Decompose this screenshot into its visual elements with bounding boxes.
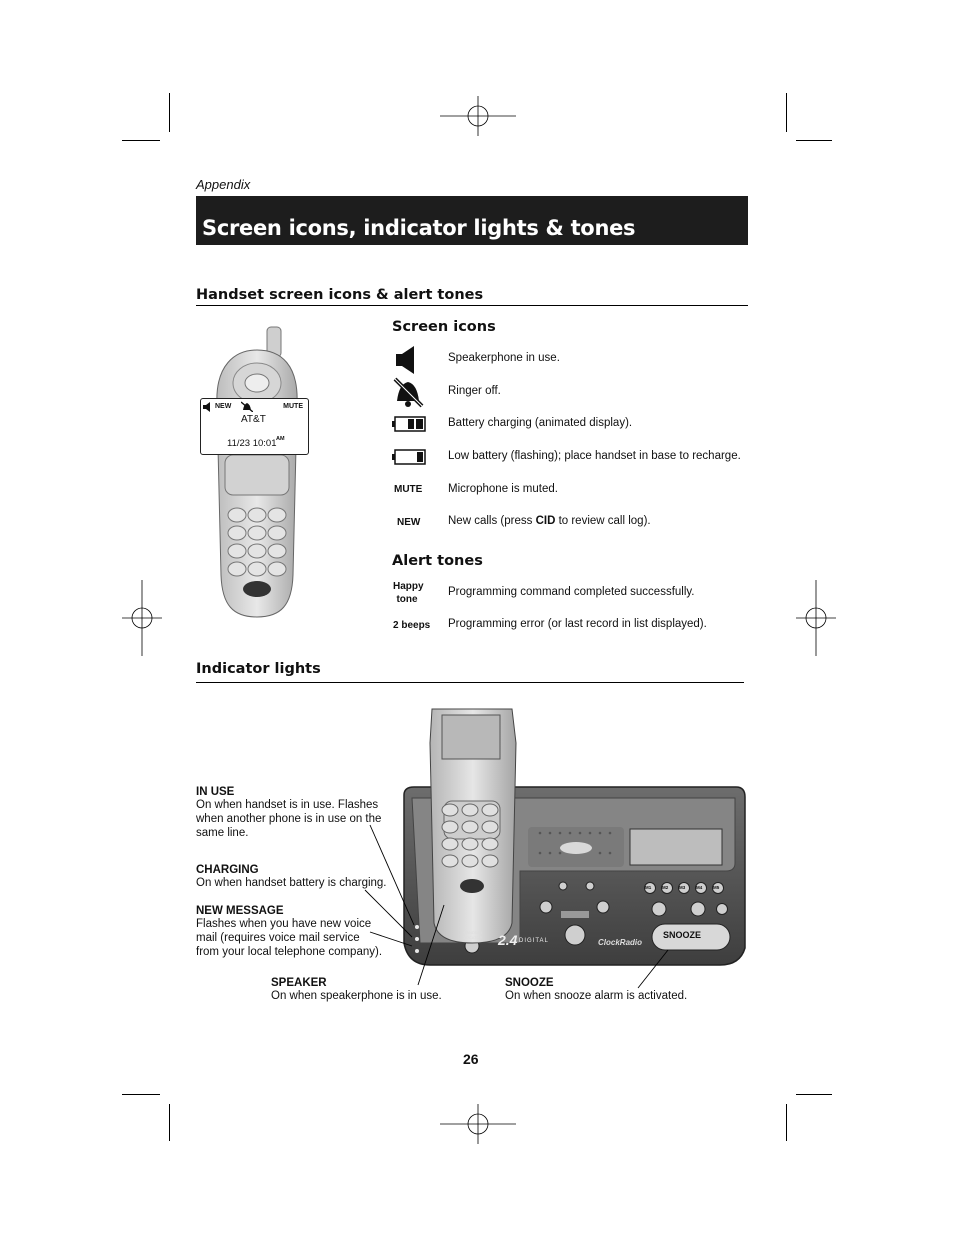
snooze-button: SNOOZE	[663, 930, 702, 940]
indicator-lights-heading: Indicator lights	[196, 661, 321, 677]
lcd-carrier: AT&T	[241, 414, 266, 425]
handset-section-heading: Handset screen icons & alert tones	[196, 287, 484, 303]
section-label: Appendix	[196, 177, 251, 192]
lcd-datetime: 11/23 10:01	[227, 438, 277, 449]
lcd-new: NEW	[215, 403, 232, 410]
icon-desc-battery-charging: Battery charging (animated display).	[448, 417, 633, 429]
icon-desc-new: New calls (press CID to review call log).	[448, 515, 651, 527]
icon-desc-ringer-off: Ringer off.	[448, 385, 501, 397]
screen-icons-heading: Screen icons	[392, 319, 496, 335]
alert-tones-heading: Alert tones	[392, 553, 483, 569]
label-snooze: SNOOZE On when snooze alarm is activated.	[505, 977, 688, 1002]
icon-desc-mute: Microphone is muted.	[448, 483, 558, 495]
label-speaker: SPEAKER On when speakerphone is in use.	[271, 977, 442, 1002]
happy-tone-label: Happy tone	[393, 581, 424, 605]
clock-radio-logo: ClockRadio	[598, 938, 643, 947]
label-charging: CHARGING On when handset battery is charging.	[196, 864, 387, 889]
label-new-message: NEW MESSAGE Flashes when you have new voice mail (requires voice mail service from your local telephone company).	[196, 905, 383, 958]
tone-desc-two-beeps: Programming error (or last record in list displayed).	[448, 618, 707, 630]
mute-indicator: MUTE	[394, 484, 423, 495]
label-in-use: IN USE On when handset is in use. Flashes when another phone is in use on the same line.	[196, 786, 382, 839]
handset-locator-label: HANDSET LOCATOR	[463, 930, 483, 940]
memory-key-m3: M3	[679, 885, 686, 890]
page-title: Screen icons, indicator lights & tones	[202, 216, 636, 240]
lcd-ampm: AM	[276, 436, 285, 442]
memory-key-m5: M5	[713, 885, 720, 890]
tone-desc-happy: Programming command completed successfully.	[448, 586, 695, 598]
two-beeps-label: 2 beeps	[393, 620, 431, 631]
icon-desc-speakerphone: Speakerphone in use.	[448, 352, 560, 364]
brand-digital: 2.4	[498, 932, 518, 948]
memory-key-m1: M1	[645, 885, 652, 890]
icon-desc-low-battery: Low battery (flashing); place handset in base to recharge.	[448, 450, 741, 462]
lcd-mute: MUTE	[283, 403, 303, 410]
brand-digital-word: DIGITAL	[519, 938, 549, 944]
page-number: 26	[463, 1051, 479, 1067]
memory-key-m4: M4	[696, 885, 703, 890]
memory-key-m2: M2	[662, 885, 669, 890]
new-indicator: NEW	[397, 517, 421, 528]
